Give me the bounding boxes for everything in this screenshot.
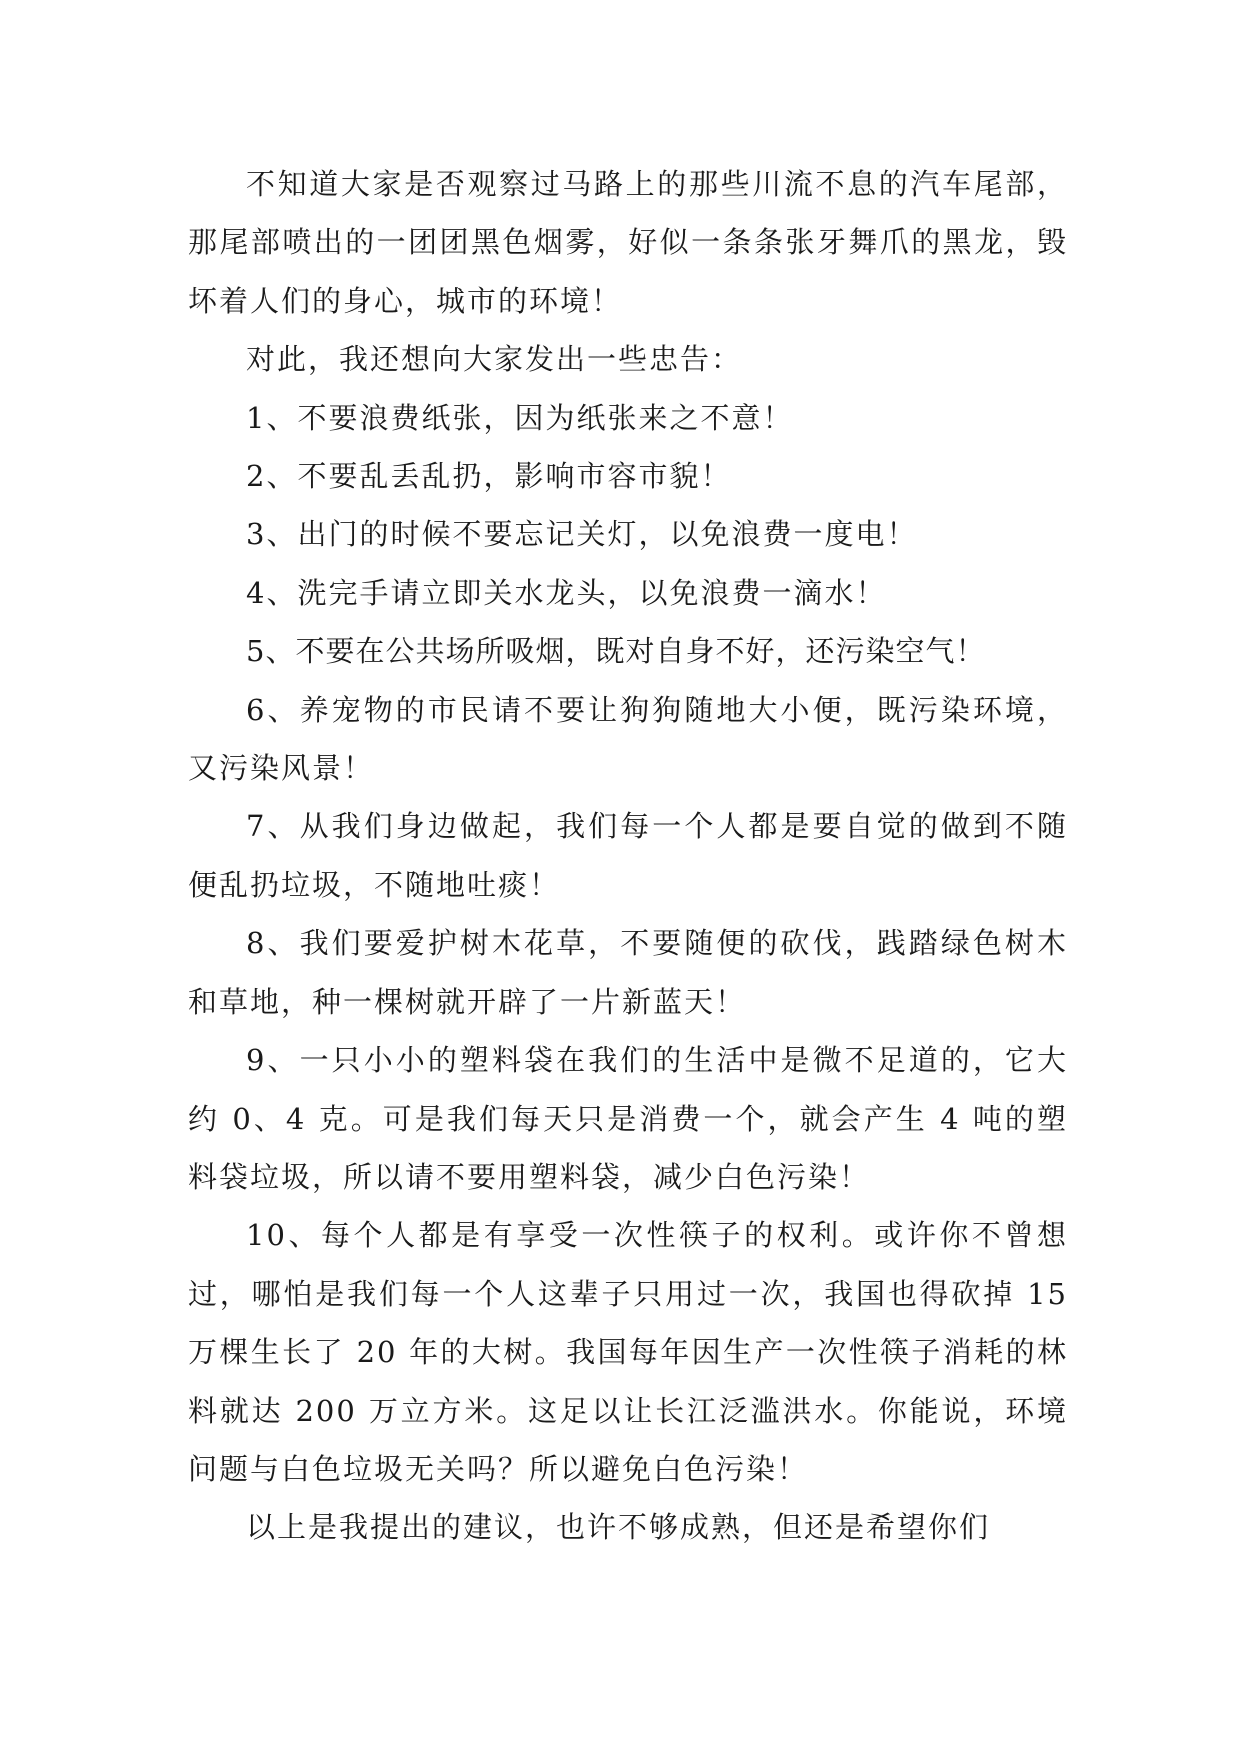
paragraph-exhaust-smoke: 不知道大家是否观察过马路上的那些川流不息的汽车尾部，那尾部喷出的一团团黑色烟雾，好似一条条张牙舞爪的黑龙，毁坏着人们的身心，城市的环境！ xyxy=(188,167,1068,318)
paragraph-advice-intro: 对此，我还想向大家发出一些忠告： xyxy=(246,342,743,377)
list-item-2: 2、不要乱丢乱扔，影响市容市貌！ xyxy=(246,459,732,494)
list-item-4: 4、洗完手请立即关水龙头，以免浪费一滴水！ xyxy=(246,575,887,610)
list-item-5: 5、不要在公共场所吸烟，既对自身不好，还污染空气！ xyxy=(246,634,986,669)
list-item-1: 1、不要浪费纸张，因为纸张来之不意！ xyxy=(246,400,794,435)
list-item-6: 6、养宠物的市民请不要让狗狗随地大小便，既污染环境，又污染风景！ xyxy=(188,692,1068,786)
list-item-9: 9、一只小小的塑料袋在我们的生活中是微不足道的，它大约 0、4 克。可是我们每天只是消费一个，就会产生 4 吨的塑料袋垃圾，所以请不要用塑料袋，减少白色污染！ xyxy=(188,1043,1068,1194)
document-body xyxy=(188,155,1068,1557)
paragraph-conclusion: 以上是我提出的建议，也许不够成熟，但还是希望你们 xyxy=(246,1510,991,1545)
list-item-7: 7、从我们身边做起，我们每一个人都是要自觉的做到不随便乱扔垃圾，不随地吐痰！ xyxy=(188,809,1068,902)
list-item-8: 8、我们要爱护树木花草，不要随便的砍伐，践踏绿色树木和草地，种一棵树就开辟了一片新蓝天！ xyxy=(188,926,1068,1019)
list-item-3: 3、出门的时候不要忘记关灯，以免浪费一度电！ xyxy=(246,517,918,552)
list-item-10: 10、每个人都是有享受一次性筷子的权利。或许你不曾想过，哪怕是我们每一个人这辈子只用过一次，我国也得砍掉 15 万棵生长了 20 年的大树。我国每年因生产一次性筷子消耗的林料就达 200 万立方米。这足以让长江泛滥洪水。你能说，环境问题与白色垃圾无关吗？所以避免白色污染！ xyxy=(188,1218,1068,1486)
